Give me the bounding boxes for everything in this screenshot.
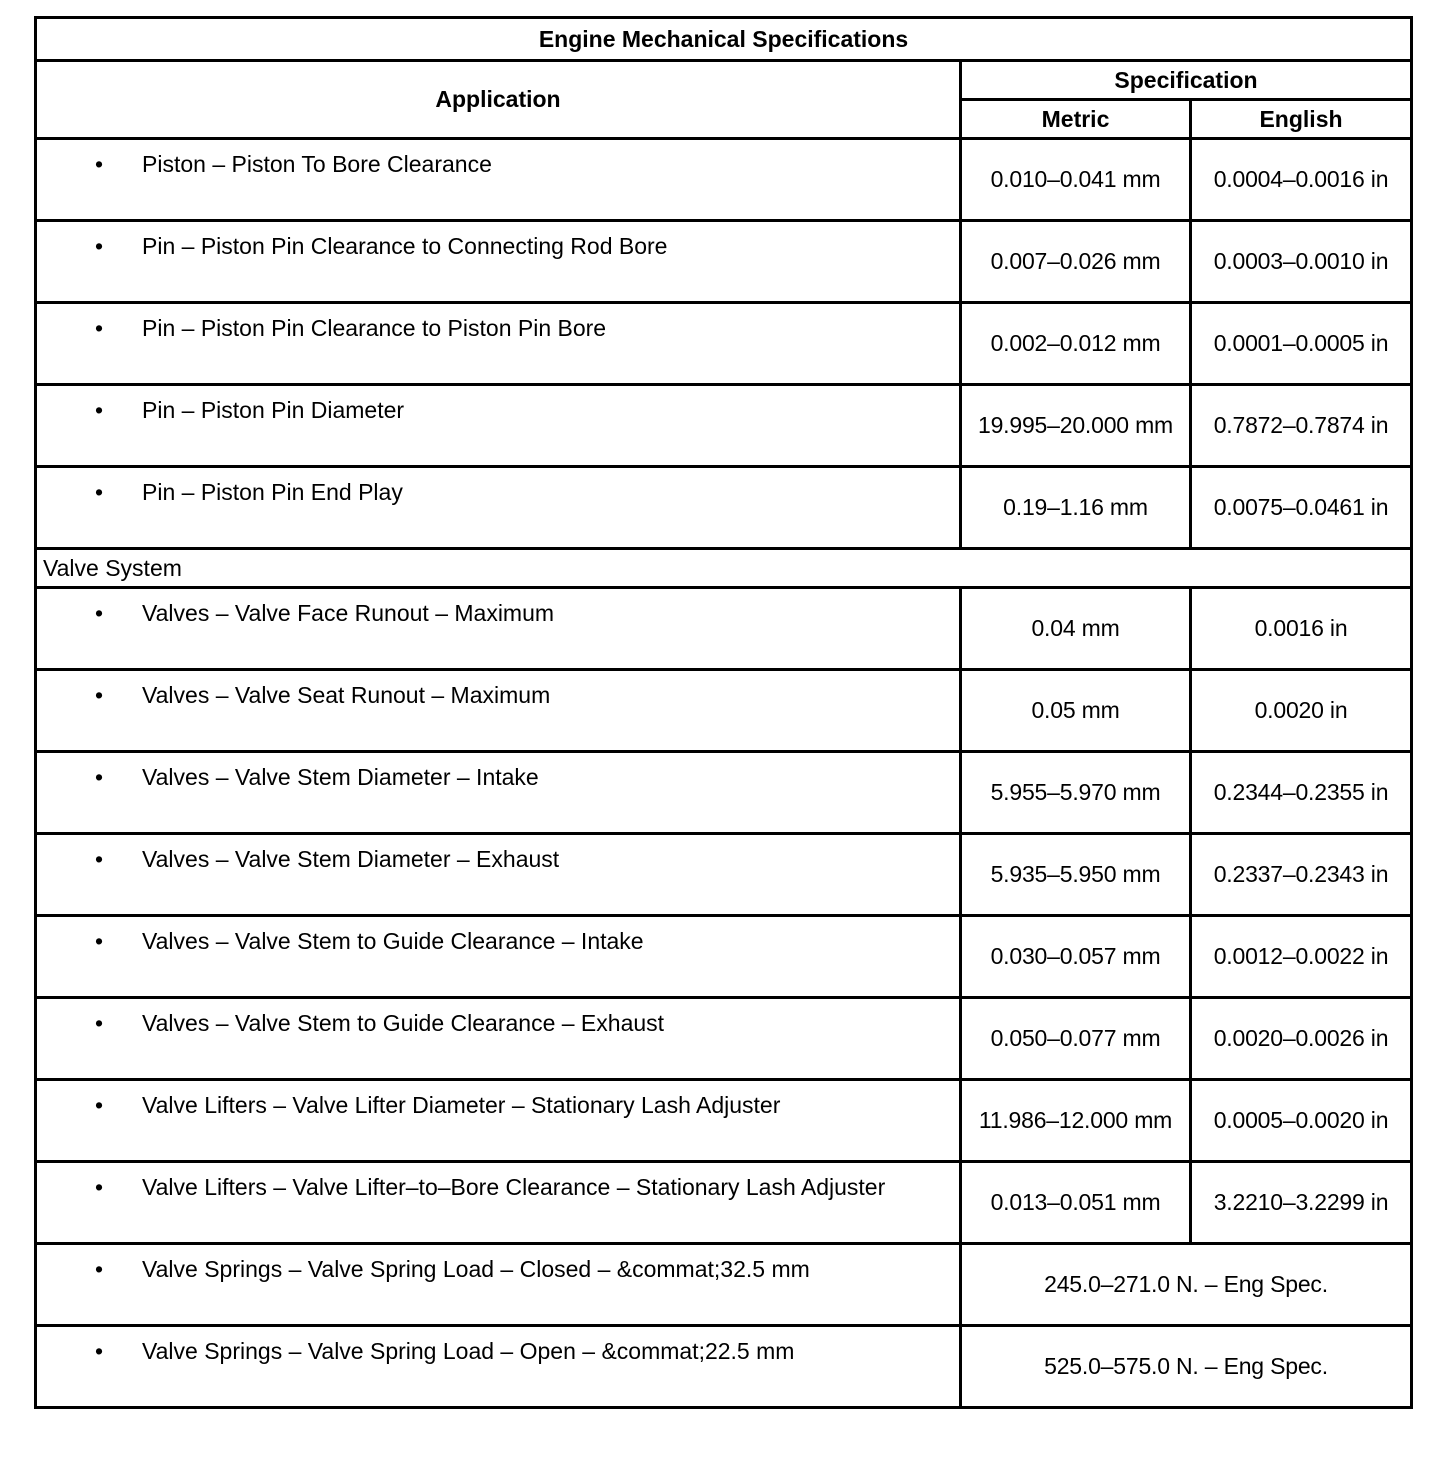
application-cell: [36, 916, 961, 998]
application-cell: [36, 221, 961, 303]
bullet-icon: •: [94, 846, 104, 872]
application-label: Valves – Valve Stem to Guide Clearance – Intake: [142, 928, 644, 954]
application-label: Valve Lifters – Valve Lifter–to–Bore Clearance – Stationary Lash Adjuster: [142, 1174, 886, 1200]
application-header: Application: [36, 61, 961, 139]
english-value: 0.2337–0.2343 in: [1191, 834, 1412, 916]
metric-value: 5.955–5.970 mm: [961, 752, 1191, 834]
metric-value: 5.935–5.950 mm: [961, 834, 1191, 916]
metric-value: 0.007–0.026 mm: [961, 221, 1191, 303]
application-cell: [36, 1080, 961, 1162]
combined-spec-value: 245.0–271.0 N. – Eng Spec.: [961, 1244, 1412, 1326]
application-label: Valve Springs – Valve Spring Load – Closed – &commat;32.5 mm: [142, 1256, 810, 1282]
application-cell: [36, 834, 961, 916]
combined-spec-value: 525.0–575.0 N. – Eng Spec.: [961, 1326, 1412, 1408]
table-row: [36, 467, 1412, 549]
specification-header: Specification: [961, 61, 1412, 100]
application-cell: [36, 303, 961, 385]
bullet-icon: •: [94, 1256, 104, 1282]
english-value: 0.0005–0.0020 in: [1191, 1080, 1412, 1162]
application-label: Piston – Piston To Bore Clearance: [142, 151, 492, 177]
metric-value: 0.010–0.041 mm: [961, 139, 1191, 221]
header-row: [36, 61, 1412, 100]
bullet-icon: •: [94, 1174, 104, 1200]
application-label: Valve Springs – Valve Spring Load – Open – &commat;22.5 mm: [142, 1338, 795, 1364]
table-title: Engine Mechanical Specifications: [36, 18, 1412, 61]
application-label: Valves – Valve Seat Runout – Maximum: [142, 682, 551, 708]
application-cell: [36, 1244, 961, 1326]
bullet-icon: •: [94, 1010, 104, 1036]
bullet-icon: •: [94, 233, 104, 259]
application-cell: [36, 385, 961, 467]
table-row: [36, 588, 1412, 670]
table-row: [36, 1326, 1412, 1408]
english-value: 0.0020–0.0026 in: [1191, 998, 1412, 1080]
application-cell: [36, 752, 961, 834]
bullet-icon: •: [94, 315, 104, 341]
metric-value: 0.050–0.077 mm: [961, 998, 1191, 1080]
application-cell: [36, 588, 961, 670]
bullet-icon: •: [94, 1092, 104, 1118]
application-label: Valve Lifters – Valve Lifter Diameter – Stationary Lash Adjuster: [142, 1092, 781, 1118]
application-cell: [36, 670, 961, 752]
application-label: Pin – Piston Pin End Play: [142, 479, 403, 505]
table-row: [36, 1244, 1412, 1326]
metric-value: 0.05 mm: [961, 670, 1191, 752]
english-value: 0.7872–0.7874 in: [1191, 385, 1412, 467]
application-label: Valves – Valve Stem Diameter – Intake: [142, 764, 539, 790]
english-value: 0.0075–0.0461 in: [1191, 467, 1412, 549]
application-cell: [36, 139, 961, 221]
metric-value: 0.19–1.16 mm: [961, 467, 1191, 549]
bullet-icon: •: [94, 151, 104, 177]
application-label: Valves – Valve Stem Diameter – Exhaust: [142, 846, 560, 872]
bullet-icon: •: [94, 479, 104, 505]
table-row: [36, 385, 1412, 467]
specifications-table: [34, 16, 1413, 1409]
application-label: Pin – Piston Pin Diameter: [142, 397, 405, 423]
table-row: [36, 139, 1412, 221]
english-value: 0.0004–0.0016 in: [1191, 139, 1412, 221]
english-value: 3.2210–3.2299 in: [1191, 1162, 1412, 1244]
application-label: Valves – Valve Stem to Guide Clearance – Exhaust: [142, 1010, 665, 1036]
table-row: [36, 834, 1412, 916]
metric-header: Metric: [961, 100, 1191, 139]
table-row: [36, 1080, 1412, 1162]
section-title: Valve System: [36, 549, 1412, 588]
table-title-row: [36, 18, 1412, 61]
metric-value: 0.04 mm: [961, 588, 1191, 670]
section-row-valve-system: [36, 549, 1412, 588]
bullet-icon: •: [94, 928, 104, 954]
application-cell: [36, 998, 961, 1080]
table-row: [36, 303, 1412, 385]
english-value: 0.2344–0.2355 in: [1191, 752, 1412, 834]
metric-value: 0.002–0.012 mm: [961, 303, 1191, 385]
bullet-icon: •: [94, 764, 104, 790]
english-value: 0.0003–0.0010 in: [1191, 221, 1412, 303]
bullet-icon: •: [94, 682, 104, 708]
application-cell: [36, 1326, 961, 1408]
application-cell: [36, 1162, 961, 1244]
application-cell: [36, 467, 961, 549]
table-row: [36, 1162, 1412, 1244]
metric-value: 0.030–0.057 mm: [961, 916, 1191, 998]
metric-value: 19.995–20.000 mm: [961, 385, 1191, 467]
application-label: Pin – Piston Pin Clearance to Piston Pin Bore: [142, 315, 607, 341]
bullet-icon: •: [94, 397, 104, 423]
metric-value: 0.013–0.051 mm: [961, 1162, 1191, 1244]
table-row: [36, 998, 1412, 1080]
application-label: Pin – Piston Pin Clearance to Connecting Rod Bore: [142, 233, 668, 259]
table-row: [36, 916, 1412, 998]
table-row: [36, 221, 1412, 303]
bullet-icon: •: [94, 1338, 104, 1364]
english-value: 0.0016 in: [1191, 588, 1412, 670]
application-label: Valves – Valve Face Runout – Maximum: [142, 600, 555, 626]
table-row: [36, 670, 1412, 752]
english-value: 0.0001–0.0005 in: [1191, 303, 1412, 385]
english-value: 0.0020 in: [1191, 670, 1412, 752]
bullet-icon: •: [94, 600, 104, 626]
english-header: English: [1191, 100, 1412, 139]
metric-value: 11.986–12.000 mm: [961, 1080, 1191, 1162]
table-row: [36, 752, 1412, 834]
english-value: 0.0012–0.0022 in: [1191, 916, 1412, 998]
